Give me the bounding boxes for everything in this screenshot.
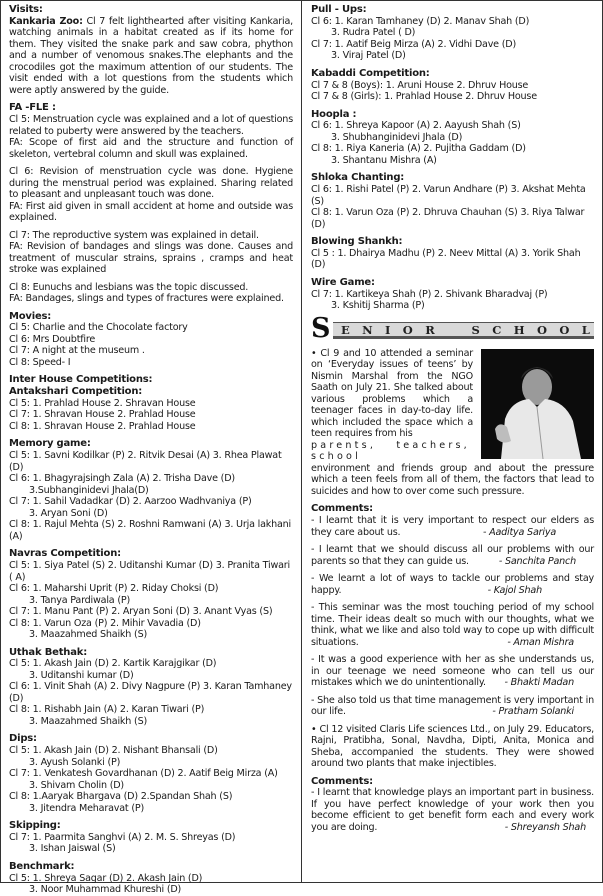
fa-fle-para-cl5: [9, 114, 293, 160]
result-line: 3. Uditanshi kumar (D): [29, 669, 134, 681]
movie-item: Cl 5: Charlie and the Chocolate factory: [9, 322, 188, 334]
result-line: Cl 5: 1. Siya Patel (S) 2. Uditanshi Kumar (D) 3. Pranita Tiwari ( A): [9, 560, 290, 583]
uthak-bethak-section: [9, 647, 293, 728]
result-line: 3. Aryan Soni (D): [29, 507, 108, 519]
banner-letter: S: [471, 322, 480, 337]
comment-text: - I learnt that we should discuss all our problems with our parents so that they can guide us.: [311, 544, 594, 567]
result-line: Cl 7: 1. Kartikeya Shah (P) 2. Shivank Bharadvaj (P): [311, 288, 548, 300]
movie-item: Cl 7: A night at the museum .: [9, 345, 145, 357]
banner-initial: S: [311, 312, 331, 344]
shloka-section: [311, 172, 594, 230]
fa-fle-cl7-line: Cl 7: The reproductive system was explained in detail.: [9, 229, 259, 241]
kankaria-text: Cl 7 felt lighthearted after visiting Kankaria, watching animals in a habitat created as if its home for them. They visited the snake park and saw cobra, phython and a number of venomous snakes.The elephants and the crocodiles got the maximum attention of our students. The visit ended with a lot questions from the students which were aptly answered by the guide.: [9, 15, 293, 96]
result-line: Cl 7: 1. Sahil Vadadkar (D) 2. Aarzoo Wadhvaniya (P): [9, 496, 252, 508]
banner-letter: I: [385, 322, 391, 337]
result-line: Cl 8: 1. Rishabh Jain (A) 2. Karan Tiwari (P): [9, 704, 205, 716]
result-line: Cl 8: 1.Aaryak Bhargava (D) 2.Spandan Shah (S): [9, 791, 233, 803]
movie-item: Cl 6: Mrs Doubtfire: [9, 333, 96, 345]
result-line: Cl 8: 1. Rajul Mehta (S) 2. Roshni Ramwani (A) 3. Urja lakhani (A): [9, 519, 292, 542]
result-line: Cl 6: 1. Vinit Shah (A) 2. Divy Nagpure (P) 3. Karan Tamhaney (D): [9, 681, 292, 704]
result-line: 3. Tanya Pardiwala (P): [29, 594, 130, 606]
fa-fle-para-cl7: [9, 230, 293, 276]
fa-fle-heading: FA -FLE :: [9, 102, 56, 114]
result-line: Cl 5: 1. Akash Jain (D) 2. Kartik Karajgikar (D): [9, 658, 217, 670]
hoopla-heading: Hoopla :: [311, 108, 357, 120]
comment-text: - We learnt a lot of ways to tackle our problems and stay happy.: [311, 573, 594, 596]
result-line: 3. Shubhanginidevi Jhala (D): [331, 131, 463, 143]
memory-game-heading: Memory game:: [9, 438, 91, 450]
result-line: Cl 6: 1. Shreya Kapoor (A) 2. Aayush Shah (S): [311, 120, 521, 132]
result-line: Cl 5: 1. Shreya Sagar (D) 2. Akash Jain (D): [9, 872, 203, 884]
fa-fle-cl8-fa-line: FA: Bandages, slings and types of fractures were explained.: [9, 293, 284, 305]
kankaria-paragraph: [9, 16, 293, 97]
banner-gap: [447, 323, 459, 338]
result-line: Cl 7: 1. Shravan House 2. Prahlad House: [9, 409, 196, 421]
comment-author: - Aman Mishra: [507, 636, 574, 648]
memory-game-section: [9, 438, 293, 542]
movie-item: Cl 8: Speed- I: [9, 356, 71, 368]
result-line: Cl 6: 1. Rishi Patel (P) 2. Varun Andhare (P) 3. Akshat Mehta (S): [311, 184, 586, 207]
seminar-lead-text: • Cl 9 and 10 attended a seminar on ‘Everyday issues of teens’ by Nismin Marshal from the NGO Saath on July 21. She talked about various problems which a teenager faces in day-to-day life. which included the space which a teen requires from his: [311, 347, 473, 440]
seminar-comments: [311, 503, 594, 717]
result-line: 3. Ayush Solanki (P): [29, 756, 121, 768]
result-line: Cl 7: 1. Venkatesh Govardhanan (D) 2. Aatif Beig Mirza (A): [9, 768, 278, 780]
comment-author: - Pratham Solanki: [492, 706, 574, 718]
banner-letter: R: [425, 322, 435, 337]
comment-author: - Shreyansh Shah: [504, 821, 586, 833]
banner-letters: [341, 323, 590, 338]
result-line: Cl 6: 1. Bhagyrajsingh Zala (A) 2. Trisha Dave (D): [9, 473, 235, 485]
comments-heading: Comments:: [311, 503, 373, 515]
interhouse-heading: Inter House Competitions:: [9, 374, 153, 386]
skipping-section: [9, 820, 293, 855]
fa-fle-section: [9, 102, 293, 304]
banner-letter: O: [536, 322, 548, 337]
comment-author: - Sanchita Panch: [498, 555, 576, 567]
result-line: 3. Maazahmed Shaikh (S): [29, 629, 147, 641]
fa-fle-cl8-line: Cl 8: Eunuchs and lesbians was the topic discussed.: [9, 281, 249, 293]
comment-item: [311, 787, 594, 833]
comment-item: [311, 573, 594, 596]
comment-item: [311, 544, 594, 567]
seminar-rest-text: environment and friends group and about the pressure which a teen feels from all of them, the factors that lead to suicides and how to over come such pressure.: [311, 462, 594, 497]
comment-text: - I learnt that it is very important to respect our elders as they care about us.: [311, 515, 594, 538]
interhouse-section: [9, 374, 293, 432]
seminar-article: [311, 348, 594, 498]
seminar-speaker-photo: [481, 349, 594, 459]
movies-section: [9, 311, 293, 369]
visits-section: [9, 4, 293, 96]
result-line: Cl 8: 1. Varun Oza (P) 2. Mihir Vavadia (D): [9, 617, 201, 629]
comment-text: - It was a good experience with her as she understands us, in our teenage we need someone who can tell us our mistakes which we do unintentionally.: [311, 654, 594, 689]
fa-fle-para-cl8: [9, 282, 293, 305]
comment-item: [311, 695, 594, 718]
senior-school-banner: [311, 312, 594, 344]
claris-visit-text: • Cl 12 visited Claris Life sciences Ltd., on July 29. Educators, Rajni, Pratibha, Sonal, Navdha, Dipti, Anita, Monica and Sheba, accompanied the students. They were showed around two plants that make injectibles.: [311, 723, 594, 770]
navras-heading: Navras Competition:: [9, 548, 121, 560]
result-line: 3. Jitendra Meharavat (P): [29, 802, 145, 814]
pull-ups-section: [311, 4, 594, 62]
result-line: Cl 8: 1. Varun Oza (P) 2. Dhruva Chauhan (S) 3. Riya Talwar (D): [311, 207, 585, 230]
pull-ups-heading: Pull - Ups:: [311, 4, 367, 15]
result-line: Cl 5: 1. Akash Jain (D) 2. Nishant Bhansali (D): [9, 745, 218, 757]
result-line: Cl 6: 1. Karan Tamhaney (D) 2. Manav Shah (D): [311, 15, 530, 27]
comment-item: [311, 515, 594, 538]
result-line: 3. Kshitij Sharma (P): [331, 300, 425, 312]
result-line: 3. Shivam Cholin (D): [29, 779, 124, 791]
benchmark-section: [9, 861, 293, 896]
dips-heading: Dips:: [9, 733, 37, 745]
comment-item: [311, 602, 594, 648]
result-line: 3. Ishan Jaiswal (S): [29, 843, 116, 855]
left-column: [1, 1, 302, 896]
uthak-bethak-heading: Uthak Bethak:: [9, 646, 88, 658]
banner-letter: H: [513, 322, 525, 337]
antakshari-heading: Antakshari Competition:: [9, 386, 143, 398]
comment-item: [311, 654, 594, 689]
comment-author: - Bhakti Madan: [504, 677, 574, 689]
benchmark-heading: Benchmark:: [9, 860, 75, 872]
result-line: Cl 7 & 8 (Boys): 1. Aruni House 2. Dhruv House: [311, 79, 529, 91]
banner-letter: O: [559, 322, 570, 337]
result-line: 3. Rudra Patel ( D): [331, 27, 416, 39]
result-line: 3. Shantanu Mishra (A): [331, 154, 437, 166]
wire-game-heading: Wire Game:: [311, 276, 375, 288]
fa-fle-cl6-fa-line: FA: First aid given in small accident at home and outside was explained.: [9, 200, 293, 224]
navras-section: [9, 548, 293, 640]
fa-fle-para-cl6: [9, 166, 293, 224]
result-line: 3. Viraj Patel (D): [331, 50, 406, 62]
comment-author: - Aaditya Sariya: [482, 526, 556, 538]
result-line: Cl 7: 1. Paarmita Sanghvi (A) 2. M. S. Shreyas (D): [9, 831, 236, 843]
result-line: Cl 8: 1. Riya Kaneria (A) 2. Pujitha Gaddam (D): [311, 143, 526, 155]
result-line: Cl 7: 1. Aatif Beig Mirza (A) 2. Vidhi Dave (D): [311, 38, 517, 50]
result-line: Cl 5 : 1. Dhairya Madhu (P) 2. Neev Mittal (A) 3. Yorik Shah (D): [311, 247, 581, 271]
seminar-spaced-text: parents, teachers, school: [311, 439, 470, 463]
result-line: Cl 8: 1. Shravan House 2. Prahlad House: [9, 420, 196, 432]
fa-fle-cl7-fa-line: FA: Revision of bandages and slings was done. Causes and treatment of muscular strains, sprains , cramps and heat stroke was explained: [9, 241, 293, 276]
kabaddi-section: [311, 68, 594, 103]
kabaddi-heading: Kabaddi Competition:: [311, 67, 430, 79]
kankaria-label: Kankaria Zoo:: [9, 15, 83, 27]
result-line: Cl 5: 1. Savni Kodilkar (P) 2. Ritvik Desai (A) 3. Rhea Plawat (D): [9, 450, 282, 473]
claris-comments: [311, 776, 594, 834]
banner-letter: O: [402, 322, 413, 337]
wire-game-section: [311, 277, 594, 312]
result-line: Cl 6: 1. Maharshi Uprit (P) 2. Riday Choksi (D): [9, 583, 219, 595]
movies-heading: Movies:: [9, 310, 52, 322]
result-line: Cl 7: 1. Manu Pant (P) 2. Aryan Soni (D) 3. Anant Vyas (S): [9, 606, 273, 618]
hoopla-section: [311, 109, 594, 167]
visits-heading: Visits:: [9, 4, 43, 15]
result-line: 3.Subhanginidevi Jhala(D): [29, 484, 149, 496]
result-line: 3. Noor Muhammad Khureshi (D): [29, 884, 182, 896]
comment-text: - She also told us that time management is very important in our life.: [311, 694, 594, 718]
comments-heading: Comments:: [311, 775, 373, 787]
result-line: 3. Maazahmed Shaikh (S): [29, 715, 147, 727]
right-column: [302, 1, 602, 882]
dips-section: [9, 733, 293, 814]
banner-letter: L: [581, 322, 590, 337]
comment-text: - This seminar was the most touching period of my school time. Their ideas dealt so much with our thoughts, what we think, what we like and also told way to cope up with difficult situations.: [311, 602, 594, 648]
skipping-heading: Skipping:: [9, 820, 61, 832]
banner-letter: N: [362, 322, 373, 337]
fa-fle-cl6-line: Cl 6: Revision of menstruation cycle was done. Hygiene during the menstrual period was explained. Sharing related to pleasant and unpleasant touch was done.: [9, 166, 293, 201]
banner-letter: C: [492, 322, 502, 337]
banner-letter: E: [341, 322, 350, 337]
blowing-shankh-heading: Blowing Shankh:: [311, 236, 403, 248]
comment-text: - I learnt that knowledge plays an important part in business. If you have perfect knowledge of your work then you become efficient to get benefit form each and every work you are doing.: [311, 787, 594, 833]
speaker-figure-icon: [481, 349, 594, 459]
fa-fle-cl5-line: Cl 5: Menstruation cycle was explained and a lot of questions related to puberty were answered by the teachers.: [9, 114, 293, 137]
blowing-shankh-section: [311, 236, 594, 271]
result-line: Cl 7 & 8 (Girls): 1. Prahlad House 2. Dhruv House: [311, 91, 537, 103]
shloka-heading: Shloka Chanting:: [311, 172, 405, 184]
result-line: Cl 5: 1. Prahlad House 2. Shravan House: [9, 397, 196, 409]
fa-fle-cl5-fa-line: FA: Scope of first aid and the structure and function of skeleton, vertebral column and skull was explained.: [9, 137, 293, 160]
comment-author: - Kajol Shah: [487, 584, 542, 596]
